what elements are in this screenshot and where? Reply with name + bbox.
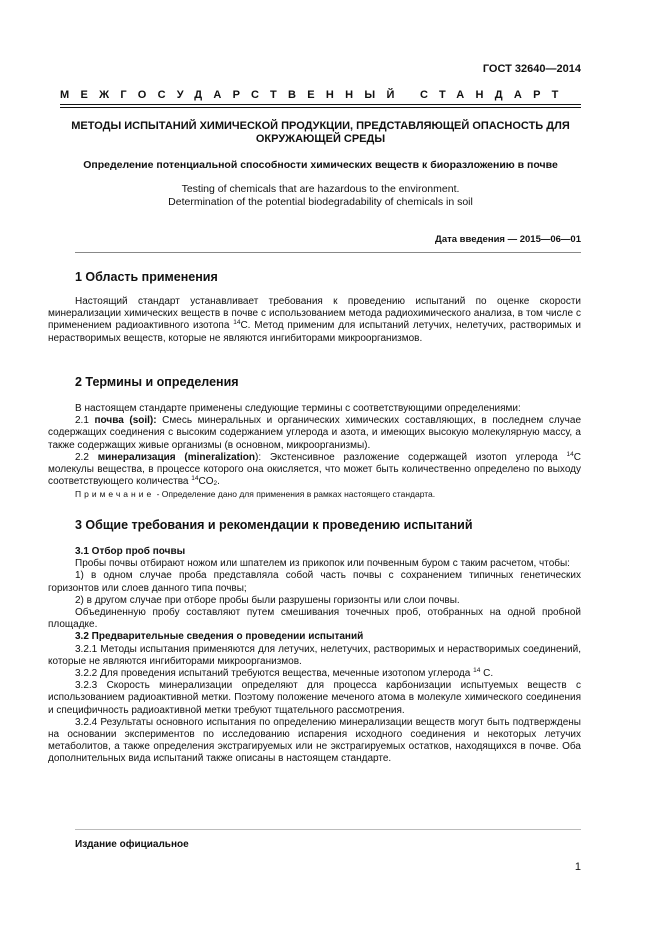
section-3-body — [48, 546, 581, 766]
title-russian-line1: МЕТОДЫ ИСПЫТАНИЙ ХИМИЧЕСКОЙ ПРОДУКЦИИ, ПРЕДСТАВЛЯЮЩЕЙ ОПАСНОСТЬ ДЛЯ — [71, 120, 570, 132]
terms-intro: В настоящем стандарте применены следующие термины с соответствующими определениями: — [75, 403, 521, 414]
sampling-case-1: 1) в одном случае проба представляла собой часть почвы с сохранением типичных генетических горизонтов или слоев данного типа почвы; — [48, 570, 581, 594]
title-english — [60, 183, 581, 209]
clause-3-2-4: 3.2.4 Результаты основного испытания по определению минерализации веществ могут быть подтверждены на основании экспериментов по исследованию испарения исходного соединения и некоторых летучих метаболитов, а также определения экстрагируемых или не экстрагируемых остатков, находящихся в почве. Оба дополнительных вида испытаний также описаны в настоящем стандарте. — [48, 716, 581, 765]
sampling-case-2: 2) в другом случае при отборе пробы были разрушены горизонты или слои почвы. — [75, 594, 460, 606]
date-rule — [75, 252, 581, 253]
clause-3-2-3: 3.2.3 Скорость минерализации определяют для процесса карбонизации испытуемых веществ с использованием радиоактивной метки. Поэтому положение меченого атома в молекуле химического соединения и специфичность радиоактивной метки требуют тщательного рассмотрения. — [48, 680, 581, 716]
title-english-line2: Determination of the potential biodegradability of chemicals in soil — [168, 196, 473, 208]
header-rule-thin — [60, 107, 581, 108]
footer-rule — [75, 829, 581, 830]
sampling-paragraph: Пробы почвы отбирают ножом или шпателем из прикопок или почвенным буром с таким расчетом, чтобы: — [75, 558, 570, 570]
term-soil: 2.1 почва (soil): Смесь минеральных и органических химических составляющих, в последнем случае содержащих соединения с высоким содержанием углерода и азота, и имеющих высокую молекулярную массу, а также содержащих живые организмы (в основном, микроорганизмы). — [48, 415, 582, 451]
section-2-heading: 2 Термины и определения — [75, 375, 239, 389]
official-edition-label: Издание официальное — [75, 839, 189, 850]
title-russian — [60, 120, 581, 146]
clause-3-2-2: 3.2.2 Для проведения испытаний требуются вещества, меченные изотопом углерода $^{14}$ C. — [75, 667, 494, 680]
document-code: ГОСТ 32640—2014 — [482, 63, 581, 75]
title-english-line1: Testing of chemicals that are hazardous to the environment. — [181, 183, 460, 195]
section-1-body — [48, 296, 581, 345]
page-number: 1 — [574, 861, 581, 873]
term-mineralization: 2.2 минерализация (mineralization): Экстенсивное разложение содержащей изотоп углерода $^{14}$C молекулы вещества, в процессе которого она окисляется, что может быть количественно определено по выходу соответствующего количества $^{14}CO_2$. — [48, 450, 581, 488]
section-2-body — [48, 403, 581, 501]
subsection-3-2-heading: 3.2 Предварительные сведения о проведении испытаний — [75, 631, 364, 643]
combined-sample-paragraph: Объединенную пробу составляют путем смешивания точечных проб, отобранных на одной пробной площадке. — [48, 607, 581, 631]
introduction-date: Дата введения — 2015—06—01 — [435, 234, 581, 245]
header-rule — [60, 104, 581, 105]
standard-banner: МЕЖГОСУДАРСТВЕННЫЙ СТАНДАРТ — [60, 89, 570, 101]
clause-3-2-1: 3.2.1 Методы испытания применяются для летучих, нелетучих, растворимых и нерастворимых соединений, которые не являются ингибиторами микроорганизмов. — [48, 643, 581, 667]
subsection-3-1-heading: 3.1 Отбор проб почвы — [75, 546, 186, 557]
section-1-heading: 1 Область применения — [75, 270, 218, 284]
title-russian-line2: ОКРУЖАЮЩЕЙ СРЕДЫ — [255, 133, 386, 145]
subtitle-russian: Определение потенциальной способности химических веществ к биоразложению в почве — [83, 159, 558, 171]
definition-note: Примечание - Определение дано для применения в рамках настоящего стандарта. — [75, 489, 436, 500]
section-3-heading: 3 Общие требования и рекомендации к проведению испытаний — [75, 518, 473, 532]
section-1-paragraph: Настоящий стандарт устанавливает требования к проведению испытаний по оценке скорости минерализации химических веществ в почве с использованием метода радиохимического анализа, в том числе с применением радиоактивного изотопа $^{14}$C. Метод применим для испытаний летучих, нелетучих, растворимых и нерастворимых веществ, которые не являются ингибиторами микроорганизмов. — [48, 296, 582, 344]
